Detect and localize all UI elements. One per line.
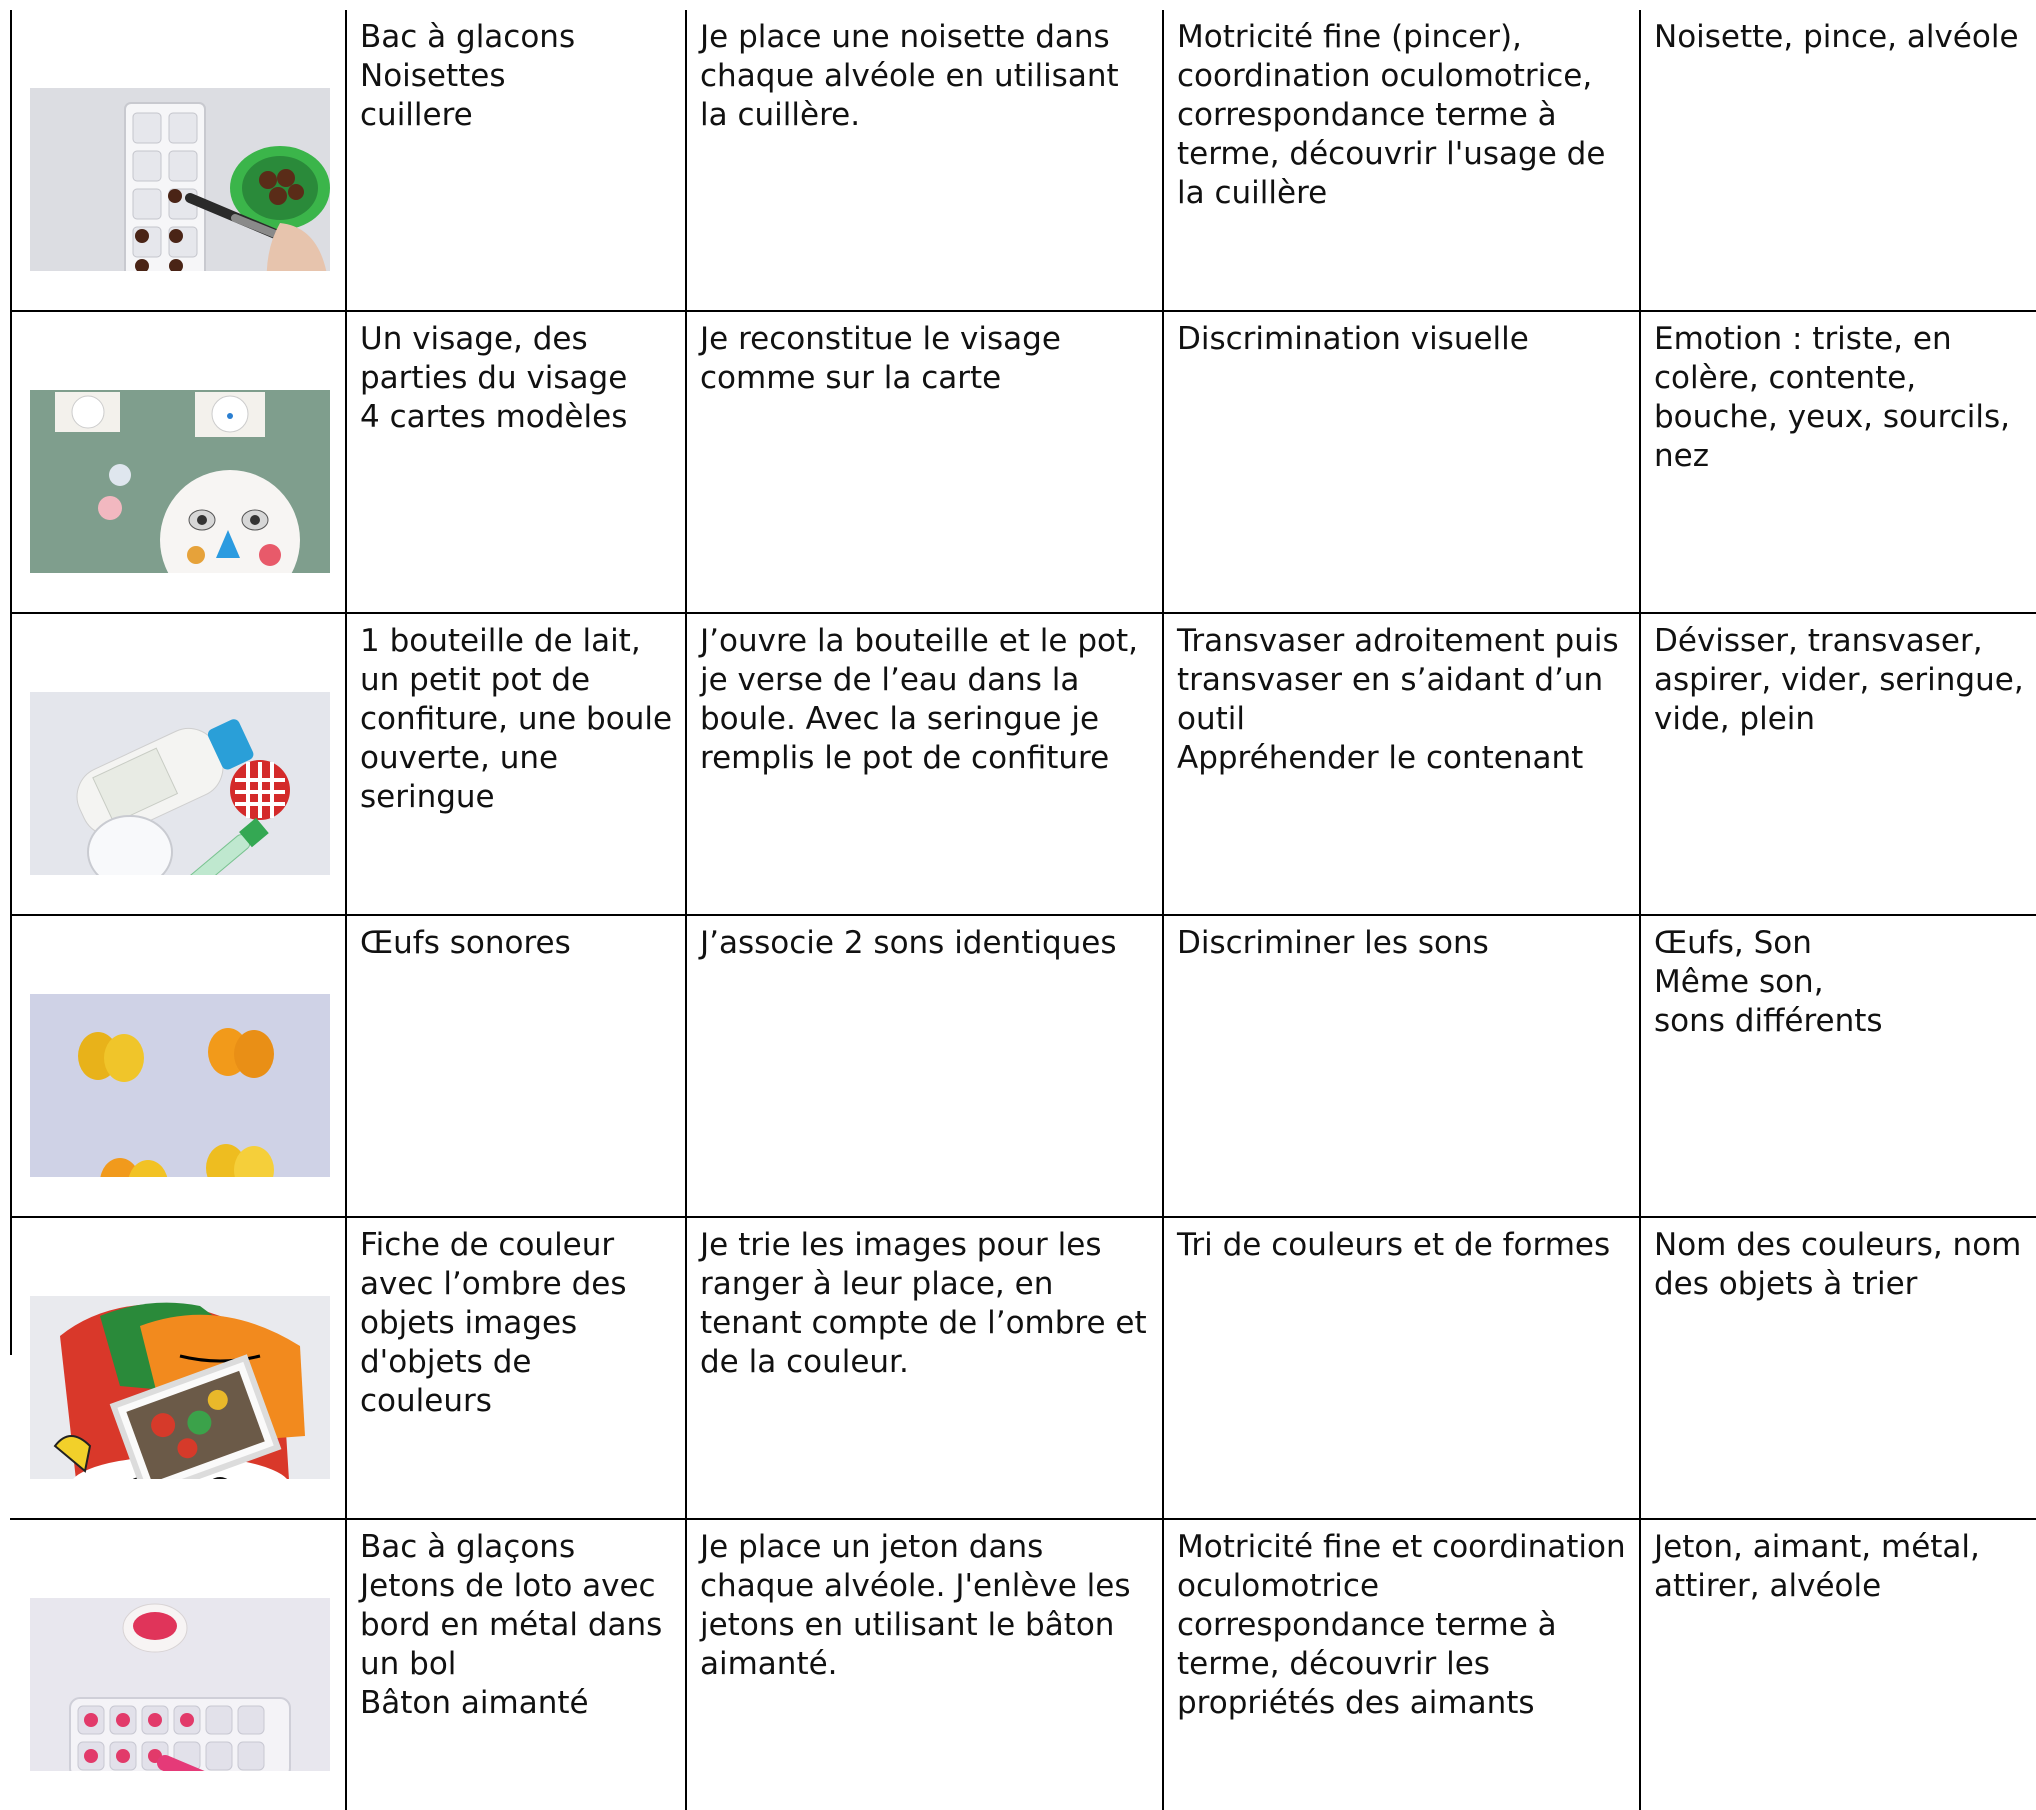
table-row — [10, 10, 2036, 311]
table-row — [10, 1519, 2036, 1810]
table-row — [10, 311, 2036, 613]
vocabulary-cell: Noisette, pince, alvéole — [1640, 10, 2036, 311]
table-left-border — [10, 10, 12, 1355]
materials-cell: 1 bouteille de lait, un petit pot de confiture, une boule ouverte, une seringue — [346, 613, 686, 915]
activity-cell: Je place une noisette dans chaque alvéole en utilisant la cuillère. — [686, 10, 1163, 311]
materials-cell: Bac à glaçons Jetons de loto avec bord en métal dans un bol Bâton aimanté — [346, 1519, 686, 1810]
vocabulary-cell: Emotion : triste, en colère, contente, bouche, yeux, sourcils, nez — [1640, 311, 2036, 613]
vocabulary-cell: Dévisser, transvaser, aspirer, vider, seringue, vide, plein — [1640, 613, 2036, 915]
activity-cell: J’ouvre la bouteille et le pot, je verse de l’eau dans la boule. Avec la seringue je remplis le pot de confiture — [686, 613, 1163, 915]
milk-bottle-syringe-photo — [30, 653, 330, 875]
photo-cell — [10, 915, 346, 1217]
objectives-cell: Motricité fine (pincer), coordination oculomotrice, correspondance terme à terme, découvrir l'usage de la cuillère — [1163, 10, 1640, 311]
table-row — [10, 1217, 2036, 1519]
objectives-cell: Transvaser adroitement puis transvaser en s’aidant d’un outil Appréhender le contenant — [1163, 613, 1640, 915]
sound-eggs-photo — [30, 955, 330, 1177]
photo-cell — [10, 1217, 346, 1519]
face-puzzle-photo — [30, 351, 330, 573]
vocabulary-cell: Œufs, Son Même son, sons différents — [1640, 915, 2036, 1217]
activity-cell: Je trie les images pour les ranger à leur place, en tenant compte de l’ombre et de la couleur. — [686, 1217, 1163, 1519]
photo-cell — [10, 311, 346, 613]
color-sorting-photo — [30, 1257, 330, 1479]
photo-cell — [10, 613, 346, 915]
table-row — [10, 915, 2036, 1217]
photo-cell — [10, 1519, 346, 1810]
objectives-cell: Motricité fine et coordination oculomotrice correspondance terme à terme, découvrir les propriétés des aimants — [1163, 1519, 1640, 1810]
magnetic-tokens-photo — [30, 1559, 330, 1771]
vocabulary-cell: Nom des couleurs, nom des objets à trier — [1640, 1217, 2036, 1519]
objectives-cell: Discrimination visuelle — [1163, 311, 1640, 613]
activity-table — [10, 10, 2036, 1810]
vocabulary-cell: Jeton, aimant, métal, attirer, alvéole — [1640, 1519, 2036, 1810]
materials-cell: Bac à glacons Noisettes cuillere — [346, 10, 686, 311]
objectives-cell: Tri de couleurs et de formes — [1163, 1217, 1640, 1519]
ice-cube-tray-hazelnuts-photo — [30, 49, 330, 271]
materials-cell: Œufs sonores — [346, 915, 686, 1217]
activity-cell: J’associe 2 sons identiques — [686, 915, 1163, 1217]
materials-cell: Fiche de couleur avec l’ombre des objets images d'objets de couleurs — [346, 1217, 686, 1519]
materials-cell: Un visage, des parties du visage 4 cartes modèles — [346, 311, 686, 613]
photo-cell — [10, 10, 346, 311]
objectives-cell: Discriminer les sons — [1163, 915, 1640, 1217]
activity-cell: Je reconstitue le visage comme sur la carte — [686, 311, 1163, 613]
activity-cell: Je place un jeton dans chaque alvéole. J'enlève les jetons en utilisant le bâton aimanté. — [686, 1519, 1163, 1810]
table-row — [10, 613, 2036, 915]
